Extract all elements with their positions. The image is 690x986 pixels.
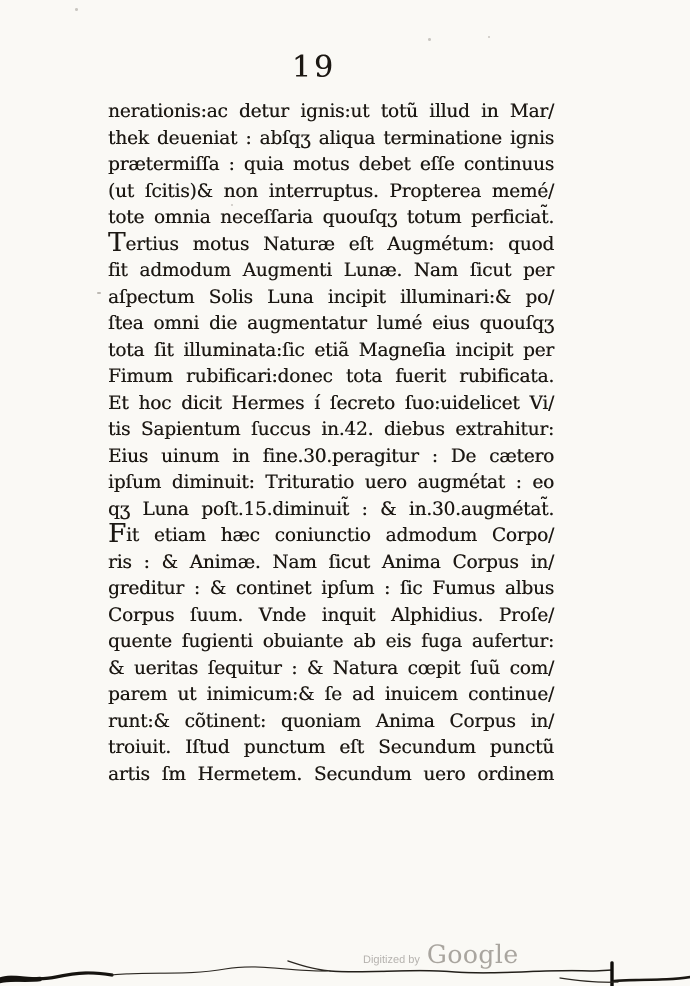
text-line: Tertius motus Naturæ eſt Augmétum: quod	[108, 227, 554, 258]
page-number: 19	[291, 50, 337, 85]
text-line: ſtea omni die augmentatur lumé eius quouſqʒ	[108, 313, 554, 334]
text-line: ris : & Animæ. Nam ſicut Anima Corpus in/	[108, 551, 554, 573]
watermark-prefix: Digitized by	[363, 954, 420, 966]
google-logo: Google	[426, 940, 519, 969]
text-line: parem ut inimicum:& ſe ad inuicem continue/	[108, 684, 554, 705]
scan-speck	[97, 292, 101, 294]
text-line: greditur : & continet ipſum : ſic Fumus albus	[108, 578, 554, 599]
scan-speck	[488, 36, 490, 38]
text-line: runt:& cõtinent: quoniam Anima Corpus in/	[108, 710, 554, 732]
scan-speck	[428, 38, 431, 41]
lead-capital: T	[108, 227, 126, 258]
text-line: Fit etiam hæc coniunctio admodum Corpo/	[108, 519, 554, 549]
text-line: tis Sapientum ſuccus in.42. diebus extrahitur:	[108, 419, 554, 440]
text-line: Et hoc dicit Hermes í ſecreto ſuo:uidelicet Vi/	[108, 392, 554, 414]
text-line: & ueritas ſequitur : & Natura cœpit ſuũ com/	[108, 657, 554, 679]
text-line: qʒ Luna poſt.15.diminuit̃ : & in.30.augmétat̃.	[108, 498, 554, 520]
text-line: prætermiſſa : quia motus debet eſſe continuus	[108, 154, 554, 175]
text-line: thek deueniat : abſqʒ aliqua terminatione ignis	[108, 127, 554, 149]
lead-capital: F	[108, 519, 127, 549]
text-line: fit admodum Augmenti Lunæ. Nam ſicut per	[108, 260, 554, 281]
text-line: Corpus ſuum. Vnde inquit Alphidius. Proſe/	[108, 604, 554, 626]
scan-crease-artifact	[0, 945, 690, 986]
text-line: Fimum rubificari:donec tota fuerit rubificata.	[108, 366, 554, 387]
text-line: (ut ſcitis)& non interruptus. Propterea memé/	[108, 180, 554, 202]
scan-speck	[231, 204, 233, 206]
text-line: ipſum diminuit: Trituratio uero augmétat : eo	[108, 472, 554, 493]
text-line: Eius uinum in fine.30.peragitur : De cætero	[108, 445, 554, 467]
text-line: tota ſit illuminata:ſic etiã Magneſia incipit per	[108, 339, 554, 361]
text-line: tote omnia neceſſaria quouſqʒ totum perficiat̃.	[108, 207, 554, 228]
text-line: quente fugienti obuiante ab eis fuga aufertur:	[108, 631, 554, 652]
text-line: aſpectum Solis Luna incipit illuminari:& po/	[108, 286, 554, 308]
text-line: troiuit. Iſtud punctum eſt Secundum punctũ	[108, 737, 554, 758]
text-line: artis ſm Hermetem. Secundum uero ordinem	[108, 763, 554, 785]
text-line: nerationis:ac detur ignis:ut totũ illud in Mar/	[108, 101, 554, 122]
scan-speck	[75, 8, 78, 11]
text-block	[108, 99, 554, 788]
